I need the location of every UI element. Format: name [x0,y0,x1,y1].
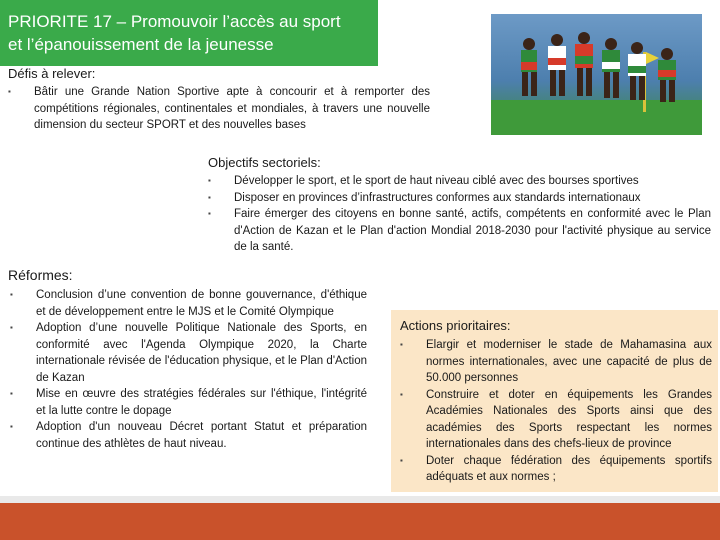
list-item: ▪ Doter chaque fédération des équipements sportifs adéquats et aux normes ; [400,454,712,483]
list-item: ▪ Elargir et moderniser le stade de Mahamasina aux normes internationales, avec une capacité de plus de 50.000 personnes [400,339,712,384]
bullet-icon: ▪ [8,87,11,96]
footer-bar [0,503,720,540]
list-item: ▪ Adoption d’une nouvelle Politique Nationale des Sports, en conformité avec l'Agenda Olympique 2020, la Charte internationale révisée de l'éducation physique, et le Plan d'Action de Kazan [10,322,367,384]
bullet-icon: ▪ [208,192,211,202]
bullet-icon: ▪ [10,323,13,332]
list-item: ▪ Bâtir une Grande Nation Sportive apte à concourir et à remporter des compétitions régionales, continentales et mondiales, à travers une nouvelle dimension du secteur SPORT et des nouvelles bases [8,86,430,131]
bullet-icon: ▪ [400,340,403,349]
defis-heading: Défis à relever: [8,66,96,81]
objectifs-heading: Objectifs sectoriels: [208,155,321,170]
defis-list [8,84,430,134]
list-item: ▪ Adoption d'un nouveau Décret portant Statut et préparation continue des athlètes de haut niveau. [10,421,367,450]
bullet-icon: ▪ [208,209,211,218]
objectifs-list [208,173,711,256]
reformes-heading: Réformes: [8,267,73,283]
footer-divider [0,496,720,503]
football-players-image [491,14,702,135]
slide-title-line-2: et l’épanouissement de la jeunesse [8,35,274,54]
list-item: ▪ Développer le sport, et le sport de haut niveau ciblé avec des bourses sportives [208,173,711,190]
list-item: ▪ Construire et doter en équipements les Grandes Académies Nationales des Sports ainsi que des académies des Sports respectant les normes internationales dans des chefs-lieux de province [400,388,712,450]
slide-title-line-1: PRIORITE 17 – Promouvoir l’accès au sport [8,12,341,31]
bullet-icon: ▪ [10,389,13,398]
actions-heading: Actions prioritaires: [400,318,511,333]
bullet-icon: ▪ [10,422,13,431]
bullet-icon: ▪ [400,389,403,399]
bullet-icon: ▪ [208,176,211,185]
slide-title [0,0,378,66]
list-item: ▪ Conclusion d’une convention de bonne gouvernance, d'éthique et de développement entre le MJS et le Comité Olympique [10,289,367,318]
list-item: ▪ Faire émerger des citoyens en bonne santé, actifs, compétents en conformité avec le Plan d'Action de Kazan et le Plan d'action Mondial 2018-2030 pour l'activité physique au service de la santé. [208,208,711,253]
bullet-icon: ▪ [400,455,403,465]
actions-list [400,337,712,486]
bullet-icon: ▪ [10,290,13,299]
team-photo [491,14,702,135]
list-item: ▪ Disposer en provinces d’infrastructures conformes aux standards internationaux [208,190,711,207]
reformes-list [10,287,367,452]
list-item: ▪ Mise en œuvre des stratégies fédérales sur l'éthique, l'intégrité et la lutte contre le dopage [10,388,367,417]
